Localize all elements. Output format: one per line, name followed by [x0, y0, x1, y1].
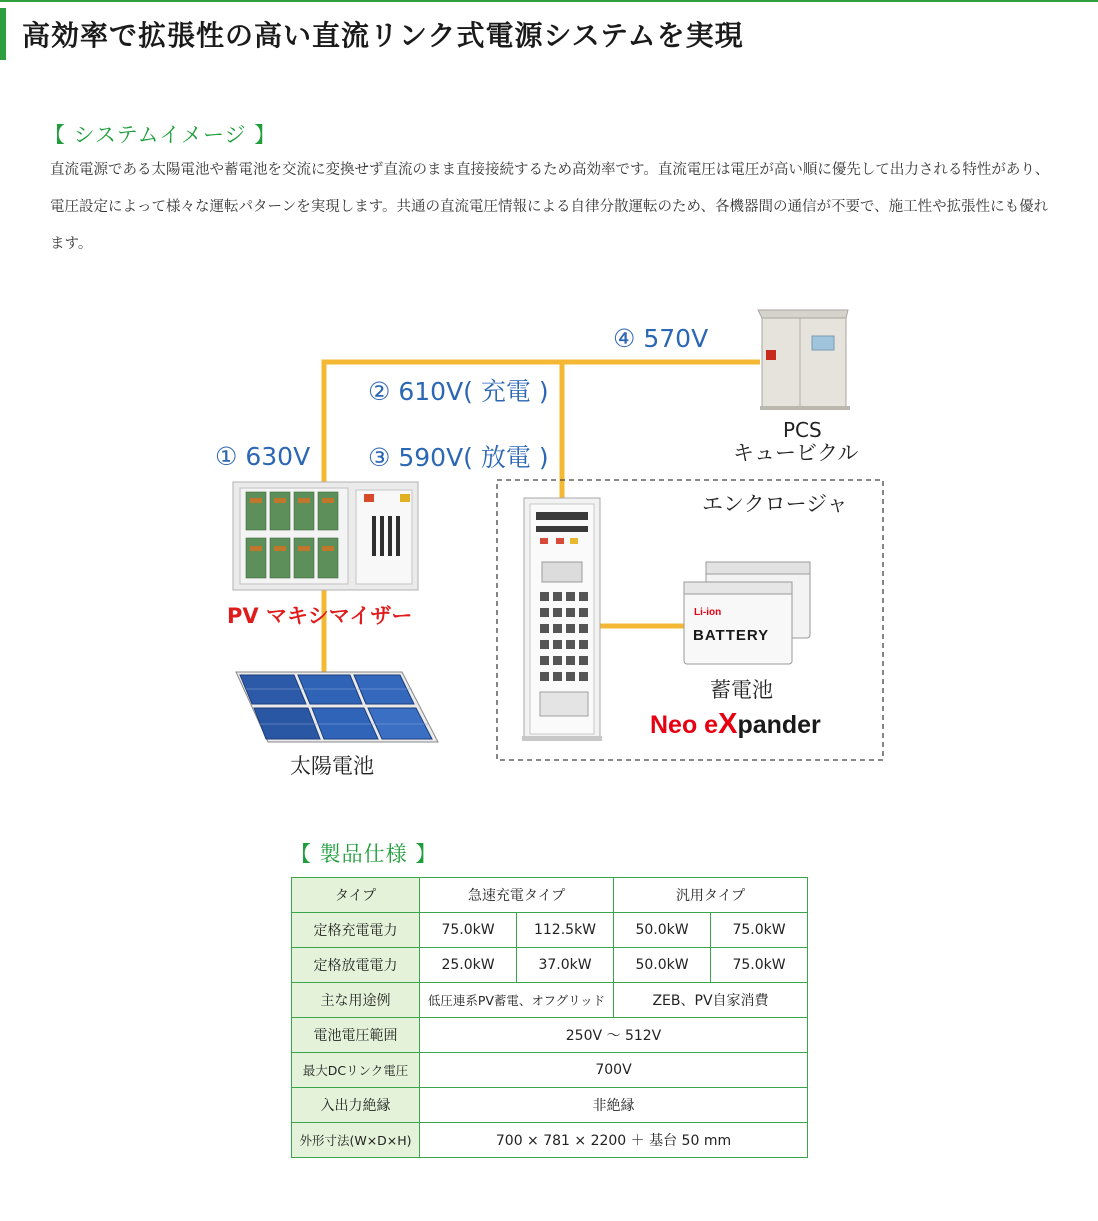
neo-expander-logo — [650, 708, 821, 741]
spec-table — [291, 877, 808, 1158]
discharge-v2: 37.0kW — [517, 948, 614, 983]
battery-text: BATTERY — [693, 627, 770, 644]
dimensions-value: 700 × 781 × 2200 ＋ 基台 50 mm — [420, 1123, 808, 1158]
system-diagram — [0, 280, 1098, 800]
isolation-value: 非絶縁 — [420, 1088, 808, 1123]
table-row — [292, 1123, 808, 1158]
table-row — [292, 913, 808, 948]
charge-v1: 75.0kW — [420, 913, 517, 948]
charge-v4: 75.0kW — [711, 913, 808, 948]
row-label-battery-voltage: 電池電圧範囲 — [292, 1018, 420, 1053]
table-row — [292, 1088, 808, 1123]
table-row — [292, 1018, 808, 1053]
brand-part1: Neo e — [650, 711, 719, 739]
row-label-usage: 主な用途例 — [292, 983, 420, 1018]
solar-panel-image — [236, 672, 438, 742]
pcs-label-line2: キュービクル — [733, 441, 859, 465]
diagram-graphics — [0, 280, 1098, 800]
discharge-v1: 25.0kW — [420, 948, 517, 983]
table-row — [292, 983, 808, 1018]
type-general: 汎用タイプ — [614, 878, 808, 913]
pv-maximizer-image — [233, 482, 418, 590]
battery-voltage-value: 250V ～ 512V — [420, 1018, 808, 1053]
usage-general: ZEB、PV自家消費 — [614, 983, 808, 1018]
enclosure-cabinet-image — [522, 498, 602, 741]
battery-tag: Li-ion — [694, 607, 722, 618]
row-label-isolation: 入出力絶縁 — [292, 1088, 420, 1123]
header-accent-bar — [0, 8, 6, 60]
row-label-discharge: 定格放電電力 — [292, 948, 420, 983]
solar-label: 太陽電池 — [290, 754, 374, 778]
usage-fast: 低圧連系PV蓄電、オフグリッド — [420, 983, 614, 1018]
pcs-label-line1: PCS — [783, 418, 822, 442]
table-row — [292, 948, 808, 983]
page-header — [0, 0, 1098, 58]
row-label-max-dc: 最大DCリンク電圧 — [292, 1053, 420, 1088]
charge-v3: 50.0kW — [614, 913, 711, 948]
system-image-heading: 【 システムイメージ 】 — [44, 123, 277, 147]
battery-label: 蓄電池 — [710, 678, 773, 702]
pv-maximizer-label: PV マキシマイザー — [227, 604, 413, 628]
pcs-cubicle-image — [758, 310, 850, 410]
brand-part2: X — [718, 708, 738, 740]
voltage-label-3: ③ 590V( 放電 ) — [368, 443, 549, 472]
discharge-v3: 50.0kW — [614, 948, 711, 983]
system-description: 直流電源である太陽電池や蓄電池を交流に変換せず直流のまま直接接続するため高効率です。直流電圧は電圧が高い順に優先して出力される特性があり、電圧設定によって様々な運転パターンを実現します。共通の直流電圧情報による自律分散運転のため、各機器間の通信が不要で、施工性や拡張性にも優れます。 — [50, 162, 1050, 252]
spec-heading: 【 製品仕様 】 — [290, 842, 438, 866]
page-title: 高効率で拡張性の高い直流リンク式電源システムを実現 — [22, 19, 744, 52]
enclosure-label: エンクロージャ — [702, 492, 848, 516]
voltage-label-4: ④ 570V — [613, 324, 709, 353]
voltage-label-2: ② 610V( 充電 ) — [368, 377, 549, 406]
type-fast: 急速充電タイプ — [420, 878, 614, 913]
discharge-v4: 75.0kW — [711, 948, 808, 983]
table-row — [292, 1053, 808, 1088]
charge-v2: 112.5kW — [517, 913, 614, 948]
table-row — [292, 878, 808, 913]
row-label-charge: 定格充電電力 — [292, 913, 420, 948]
row-label-dimensions: 外形寸法(W×D×H) — [292, 1123, 420, 1158]
row-label-type: タイプ — [292, 878, 420, 913]
max-dc-value: 700V — [420, 1053, 808, 1088]
brand-part3: pander — [737, 711, 821, 739]
voltage-label-1: ① 630V — [215, 442, 311, 471]
